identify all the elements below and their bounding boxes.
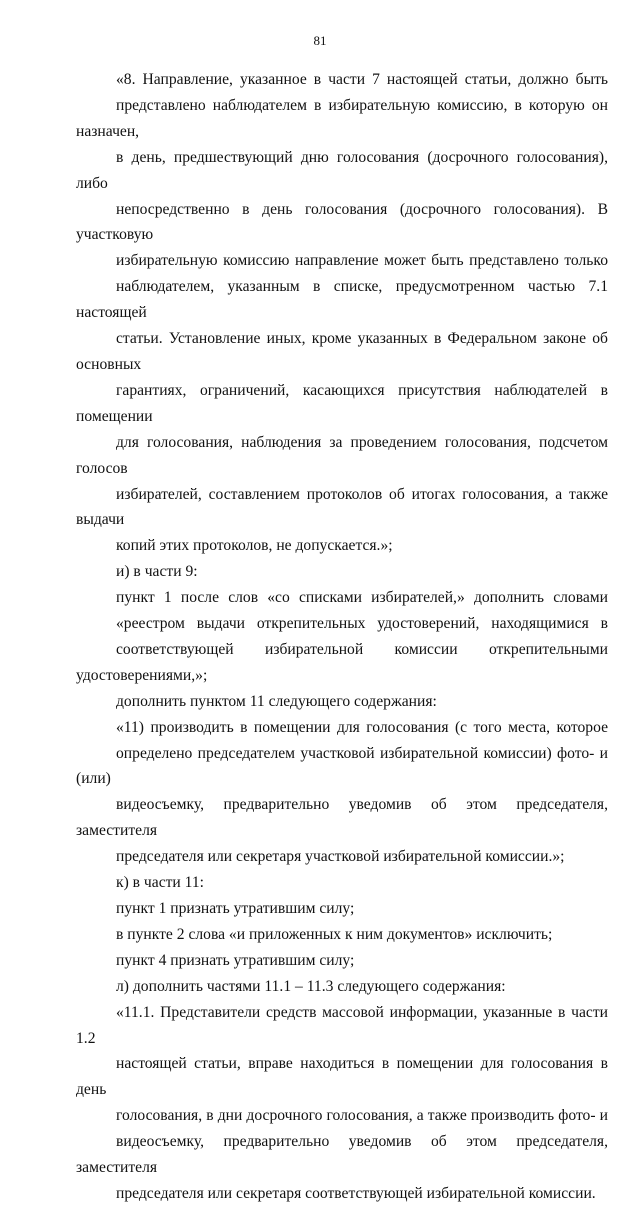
- text-line: л) дополнить частями 11.1 – 11.3 следующего содержания:: [116, 977, 506, 995]
- paragraph: [76, 689, 608, 715]
- paragraph: [76, 559, 608, 585]
- text-line: настоящей статьи, вправе находиться в помещении для голосования в день: [76, 1055, 608, 1099]
- text-line: «11.1. Представители средств массовой информации, указанные в части 1.2: [76, 1003, 608, 1047]
- text-line: статьи. Установление иных, кроме указанных в Федеральном законе об основных: [76, 330, 608, 373]
- paragraph: [76, 1000, 608, 1207]
- text-line: и) в части 9:: [116, 563, 198, 581]
- text-line: избирателей, составлением протоколов об итогах голосования, а также выдачи: [76, 485, 608, 529]
- text-line: «8. Направление, указанное в части 7 настоящей статьи, должно быть: [116, 71, 608, 88]
- text-line: гарантиях, ограничений, касающихся присутствия наблюдателей в помещении: [76, 381, 608, 425]
- text-line: пункт 1 признать утратившим силу;: [116, 900, 355, 917]
- paragraph: [76, 67, 608, 559]
- text-line: представлено наблюдателем в избирательную комиссию, в которую он назначен,: [76, 96, 608, 140]
- text-line: председателя или секретаря соответствующей избирательной комиссии.: [116, 1184, 596, 1202]
- text-line: «11) производить в помещении для голосования (с того места, которое: [116, 718, 608, 736]
- page-number: 81: [313, 33, 327, 48]
- text-line: определено председателем участковой избирательной комиссии) фото- и (или): [76, 744, 608, 788]
- text-line: пункт 4 признать утратившим силу;: [116, 951, 355, 969]
- text-line: пункт 1 после слов «со списками избирателей,» дополнить словами: [116, 589, 608, 607]
- paragraph: [76, 948, 608, 974]
- document-body: [76, 67, 608, 1207]
- text-line: дополнить пунктом 11 следующего содержания:: [116, 692, 437, 710]
- paragraph: [76, 974, 608, 1000]
- text-line: в день, предшествующий дню голосования (досрочного голосования), либо: [76, 148, 608, 192]
- text-line: наблюдателем, указанным в списке, предусмотренном частью 7.1 настоящей: [76, 278, 608, 322]
- text-line: голосования, в дни досрочного голосования, а также производить фото- и: [116, 1107, 608, 1125]
- text-line: для голосования, наблюдения за проведением голосования, подсчетом голосов: [76, 433, 608, 477]
- paragraph: [76, 585, 608, 689]
- text-line: к) в части 11:: [116, 874, 205, 892]
- text-line: избирательную комиссию направление может быть представлено только: [116, 252, 608, 270]
- text-line: видеосъемку, предварительно уведомив об этом председателя, заместителя: [76, 796, 608, 840]
- text-line: непосредственно в день голосования (досрочного голосования). В участковую: [76, 200, 608, 244]
- text-line: соответствующей избирательной комиссии открепительными удостоверениями,»;: [76, 640, 608, 684]
- paragraph: [76, 715, 608, 870]
- text-line: видеосъемку, предварительно уведомив об этом председателя, заместителя: [76, 1133, 608, 1177]
- paragraph: [76, 922, 608, 948]
- text-line: председателя или секретаря участковой избирательной комиссии.»;: [116, 848, 565, 866]
- paragraph: [76, 896, 608, 922]
- text-line: «реестром выдачи открепительных удостоверений, находящимися в: [116, 615, 608, 633]
- text-line: копий этих протоколов, не допускается.»;: [116, 537, 393, 555]
- text-line: в пункте 2 слова «и приложенных к ним документов» исключить;: [116, 925, 553, 943]
- paragraph: [76, 870, 608, 896]
